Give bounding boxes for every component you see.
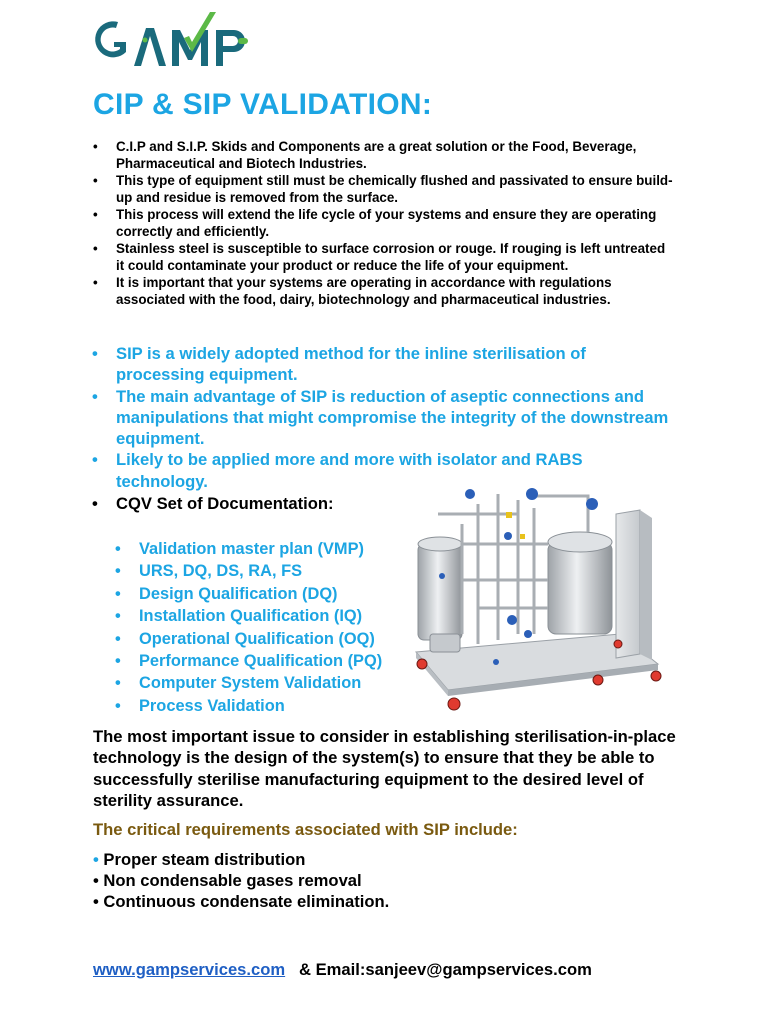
- requirement-text: Proper steam distribution: [103, 850, 306, 869]
- gamp-logo: [88, 8, 268, 72]
- control-cabinet: [616, 510, 640, 658]
- list-item: • This type of equipment still must be chemically flushed and passivated to ensure build-up and residue is removed from the surface.: [116, 172, 676, 206]
- cqv-heading: • CQV Set of Documentation:: [116, 494, 334, 514]
- list-item: • It is important that your systems are operating in accordance with regulations associated with the food, dairy, biotechnology and pharmaceutical industries.: [116, 274, 676, 308]
- logo-pill: [238, 38, 248, 44]
- list-item: • Operational Qualification (OQ): [139, 628, 429, 650]
- critical-requirements-heading: The critical requirements associated with SIP include:: [93, 820, 518, 839]
- bullet-dot: •: [93, 871, 104, 891]
- requirements-list: [93, 849, 389, 913]
- list-item: [93, 849, 389, 870]
- tank-right: [548, 542, 612, 634]
- list-item: • Likely to be applied more and more with isolator and RABS technology.: [116, 449, 676, 492]
- requirement-text: Non condensable gases removal: [103, 871, 362, 891]
- bullet-dot: •: [93, 850, 104, 869]
- page-title: CIP & SIP VALIDATION:: [93, 88, 433, 121]
- list-item: • This process will extend the life cycle of your systems and ensure they are operating correctly and efficiently.: [116, 206, 676, 240]
- gamp-logo-letters: [95, 21, 245, 66]
- cqv-document-list: [139, 538, 429, 717]
- list-item: [93, 870, 389, 891]
- list-item: • SIP is a widely adopted method for the inline sterilisation of processing equipment.: [116, 343, 676, 386]
- email-contact: & Email:sanjeev@gampservices.com: [298, 960, 592, 979]
- sip-bullet-list: [116, 343, 676, 492]
- list-item: • Computer System Validation: [139, 672, 429, 694]
- sip-skid-equipment-image: [408, 484, 666, 716]
- list-item: • Performance Qualification (PQ): [139, 650, 429, 672]
- list-item: • Installation Qualification (IQ): [139, 605, 429, 627]
- list-item: • Process Validation: [139, 695, 429, 717]
- list-item: • Validation master plan (VMP): [139, 538, 429, 560]
- bullet-dot: •: [93, 892, 104, 912]
- list-item: [93, 891, 389, 912]
- list-item: • Stainless steel is susceptible to surface corrosion or rouge. If rouging is left untreated it could contaminate your product or reduce the life of your equipment.: [116, 240, 676, 274]
- website-link[interactable]: www.gampservices.com: [93, 960, 286, 979]
- intro-bullet-list: [116, 138, 676, 308]
- tank-left: [418, 544, 462, 640]
- footer-contact: [93, 960, 592, 980]
- list-item: • The main advantage of SIP is reduction of aseptic connections and manipulations that might compromise the integrity of the downstream equipment.: [116, 386, 676, 450]
- requirement-text: Continuous condensate elimination.: [103, 892, 390, 912]
- logo-dot: [143, 38, 148, 43]
- list-item: • URS, DQ, DS, RA, FS: [139, 560, 429, 582]
- list-item: • C.I.P and S.I.P. Skids and Components are a great solution or the Food, Beverage, Pharmaceutical and Biotech Industries.: [116, 138, 676, 172]
- sterilisation-paragraph: The most important issue to consider in establishing sterilisation-in-place technology is the design of the system(s) to ensure that they be able to successfully sterilise manufacturing equipment to the desired level of sterility assurance.: [93, 727, 676, 810]
- list-item: • Design Qualification (DQ): [139, 583, 429, 605]
- checkmark-icon: [184, 12, 216, 52]
- pump: [430, 634, 460, 652]
